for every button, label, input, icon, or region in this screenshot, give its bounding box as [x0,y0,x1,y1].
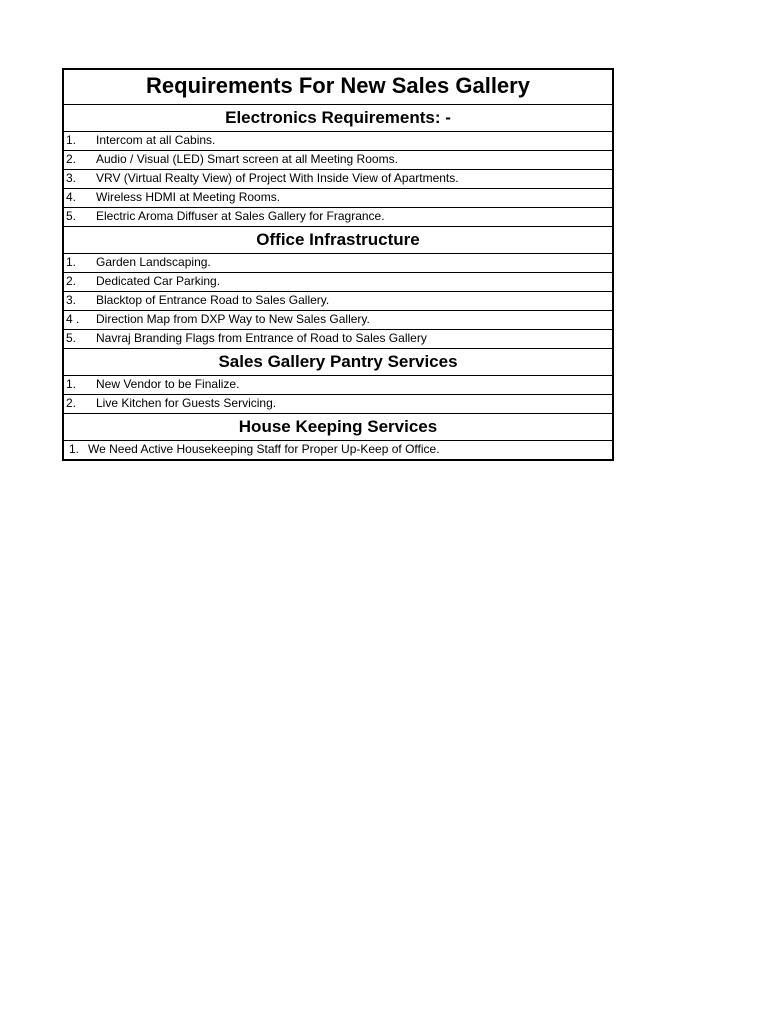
list-item [64,441,612,459]
item-text: Intercom at all Cabins. [96,133,216,147]
list-item [64,292,612,311]
item-text: Blacktop of Entrance Road to Sales Gallery. [96,293,330,307]
item-text: Navraj Branding Flags from Entrance of Road to Sales Gallery [96,331,427,345]
section-heading-electronics: Electronics Requirements: - [64,105,612,132]
item-text: VRV (Virtual Realty View) of Project With Inside View of Apartments. [96,171,459,185]
item-number: 3. [66,293,77,307]
item-text: Direction Map from DXP Way to New Sales Gallery. [96,312,370,326]
requirements-table [62,68,614,461]
list-item [64,132,612,151]
list-item [64,189,612,208]
item-number: 4 . [66,312,80,326]
item-text: Dedicated Car Parking. [96,274,221,288]
list-item [64,273,612,292]
list-item [64,311,612,330]
item-number: 1. [66,377,77,391]
item-text: New Vendor to be Finalize. [96,377,240,391]
item-text: Wireless HDMI at Meeting Rooms. [96,190,281,204]
list-item [64,151,612,170]
item-text: We Need Active Housekeeping Staff for Proper Up-Keep of Office. [88,442,440,456]
item-number: 3. [66,171,77,185]
item-number: 5. [66,331,77,345]
item-text: Electric Aroma Diffuser at Sales Gallery for Fragrance. [96,209,385,223]
list-item [64,170,612,189]
item-number: 2. [66,274,77,288]
item-number: 1. [69,442,80,456]
item-number: 2. [66,152,77,166]
item-number: 2. [66,396,77,410]
list-item [64,330,612,349]
list-item [64,254,612,273]
item-number: 5. [66,209,77,223]
list-item [64,208,612,227]
section-heading-house-keeping: House Keeping Services [64,414,612,441]
document-title: Requirements For New Sales Gallery [64,70,612,105]
item-text: Audio / Visual (LED) Smart screen at all Meeting Rooms. [96,152,398,166]
section-heading-pantry-services: Sales Gallery Pantry Services [64,349,612,376]
item-number: 1. [66,255,77,269]
section-heading-office-infrastructure: Office Infrastructure [64,227,612,254]
list-item [64,395,612,414]
item-text: Garden Landscaping. [96,255,211,269]
list-item [64,376,612,395]
item-number: 1. [66,133,77,147]
item-number: 4. [66,190,77,204]
item-text: Live Kitchen for Guests Servicing. [96,396,277,410]
